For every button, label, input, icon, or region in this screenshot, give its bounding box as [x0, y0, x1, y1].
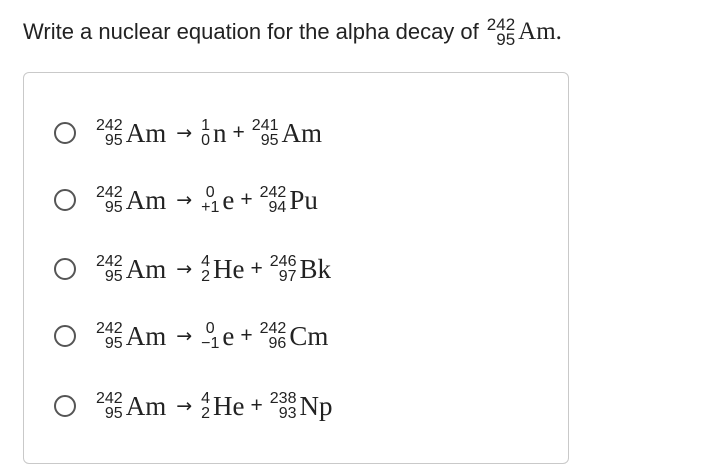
- nuclear-equation: [96, 185, 318, 215]
- atomic-number: 95: [104, 405, 123, 422]
- element-symbol: He: [213, 254, 245, 284]
- question-period: .: [555, 18, 562, 45]
- element-symbol: Pu: [289, 185, 318, 215]
- atomic-number: 95: [104, 335, 123, 352]
- atomic-number: 95: [104, 132, 123, 149]
- element-symbol: Am: [281, 118, 322, 148]
- mass-number: 238: [269, 390, 297, 407]
- nuclear-equation: [96, 254, 331, 284]
- element-symbol: He: [213, 391, 245, 421]
- element-symbol: Am: [518, 18, 556, 45]
- radio-button[interactable]: [54, 395, 76, 417]
- nuclear-equation: [96, 118, 322, 148]
- radio-button[interactable]: [54, 325, 76, 347]
- atomic-number: +1: [201, 199, 220, 216]
- atomic-number: 96: [268, 335, 287, 352]
- reaction-arrow-icon: →: [176, 258, 193, 280]
- reactant-nuclide: [96, 254, 166, 284]
- radio-button[interactable]: [54, 258, 76, 280]
- plus-sign: +: [250, 394, 263, 417]
- product-1-nuclide: [201, 321, 234, 351]
- mass-number: 0: [205, 320, 215, 337]
- reactant-nuclide: [96, 185, 166, 215]
- product-2-nuclide: [252, 118, 322, 148]
- answer-option-4[interactable]: [54, 313, 328, 359]
- atomic-number: 95: [496, 30, 516, 49]
- element-symbol: Am: [125, 185, 167, 215]
- atomic-number: 94: [268, 199, 287, 216]
- reaction-arrow-icon: →: [176, 325, 193, 347]
- mass-number: 242: [96, 253, 123, 270]
- product-1-nuclide: [201, 254, 244, 284]
- atomic-number: 0: [201, 132, 211, 149]
- reaction-arrow-icon: →: [176, 395, 193, 417]
- reaction-arrow-icon: →: [176, 189, 193, 211]
- element-symbol: e: [222, 185, 235, 215]
- atomic-number: 97: [278, 268, 297, 285]
- product-1-nuclide: [201, 391, 244, 421]
- mass-number: 242: [96, 184, 123, 201]
- atomic-number: 93: [278, 405, 297, 422]
- mass-number: 242: [96, 320, 123, 337]
- element-symbol: Am: [125, 391, 167, 421]
- element-symbol: Bk: [299, 254, 331, 284]
- mass-number: 0: [205, 184, 215, 201]
- mass-number: 242: [96, 117, 123, 134]
- reactant-nuclide: [96, 118, 166, 148]
- answer-option-3[interactable]: [54, 246, 331, 292]
- mass-number: 4: [201, 253, 211, 270]
- question-prompt: [23, 14, 562, 50]
- element-symbol: Am: [125, 321, 167, 351]
- answer-option-1[interactable]: [54, 110, 322, 156]
- product-1-nuclide: [201, 185, 234, 215]
- atomic-number: 95: [260, 132, 279, 149]
- product-2-nuclide: [270, 254, 331, 284]
- element-symbol: Cm: [289, 321, 329, 351]
- plus-sign: +: [240, 188, 253, 211]
- reactant-nuclide: [96, 321, 166, 351]
- mass-number: 4: [201, 390, 211, 407]
- mass-number: 242: [259, 184, 287, 201]
- product-1-nuclide: [201, 118, 226, 148]
- nuclear-equation: [96, 321, 328, 351]
- mass-number: 241: [251, 117, 279, 134]
- atomic-number: 95: [104, 268, 123, 285]
- radio-button[interactable]: [54, 189, 76, 211]
- radio-button[interactable]: [54, 122, 76, 144]
- answer-option-2[interactable]: [54, 177, 318, 223]
- atomic-number: 95: [104, 199, 123, 216]
- answer-options-panel: [23, 72, 569, 464]
- element-symbol: e: [222, 321, 235, 351]
- mass-number: 246: [269, 253, 297, 270]
- plus-sign: +: [240, 324, 253, 347]
- question-nuclide: [487, 17, 556, 47]
- mass-number: 242: [486, 15, 516, 34]
- reactant-nuclide: [96, 391, 166, 421]
- element-symbol: Np: [299, 391, 333, 421]
- product-2-nuclide: [260, 185, 318, 215]
- element-symbol: Am: [125, 118, 167, 148]
- reaction-arrow-icon: →: [176, 122, 193, 144]
- element-symbol: Am: [125, 254, 167, 284]
- product-2-nuclide: [260, 321, 329, 351]
- question-text: Write a nuclear equation for the alpha decay of: [23, 19, 479, 44]
- answer-option-5[interactable]: [54, 383, 332, 429]
- product-2-nuclide: [270, 391, 333, 421]
- atomic-number: 2: [201, 268, 211, 285]
- plus-sign: +: [250, 257, 263, 280]
- element-symbol: n: [213, 118, 227, 148]
- nuclear-equation: [96, 391, 332, 421]
- atomic-number: −1: [201, 335, 220, 352]
- mass-number: 242: [96, 390, 123, 407]
- atomic-number: 2: [201, 405, 211, 422]
- mass-number: 1: [201, 117, 211, 134]
- plus-sign: +: [232, 121, 245, 144]
- mass-number: 242: [259, 320, 287, 337]
